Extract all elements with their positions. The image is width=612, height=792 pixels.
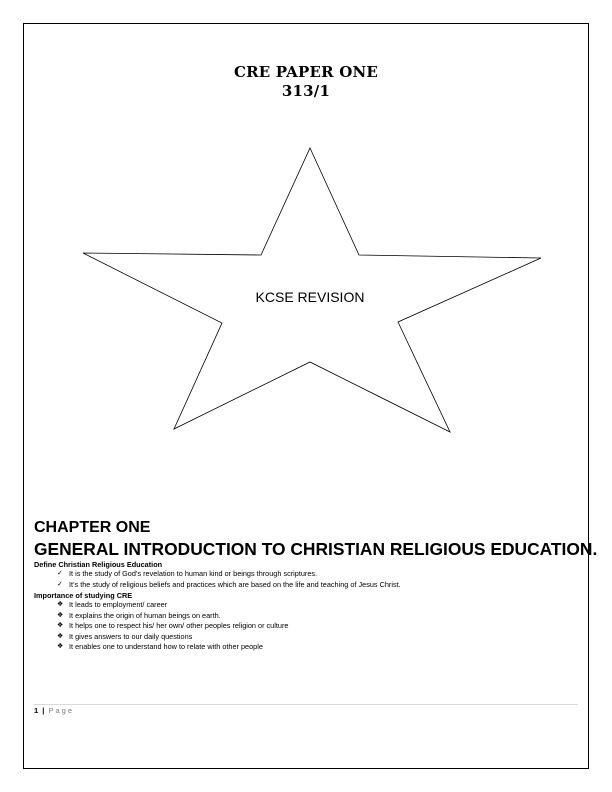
diamond-bullet-icon: ❖ [57, 632, 64, 640]
diamond-bullet-icon: ❖ [57, 643, 64, 651]
footer-separator: | [42, 706, 45, 715]
list-item-text: It explains the origin of human beings on earth. [69, 610, 221, 620]
diamond-bullet-icon: ❖ [57, 601, 64, 608]
title-line-paper: CRE PAPER ONE [233, 63, 379, 81]
chapter-title: GENERAL INTRODUCTION TO CHRISTIAN RELIGIOUS EDUCATION. [34, 539, 598, 559]
list-item [57, 580, 401, 591]
checkmark-icon: ✓ [57, 570, 63, 577]
list-item [57, 600, 288, 611]
define-list [57, 569, 401, 590]
list-item [57, 621, 288, 632]
list-item-text: It helps one to respect his/ her own/ other peoples religion or culture [69, 621, 289, 631]
list-item [57, 632, 288, 643]
page-number: 1 [34, 706, 39, 715]
list-item-text: It is the study of God’s revelation to human kind or beings through scriptures. [69, 569, 318, 578]
list-item [57, 569, 401, 580]
list-item-text: It enables one to understand how to relate with other people [69, 642, 263, 652]
list-item-text: It’s the study of religious beliefs and practices which are based on the life and teaching of Jesus Christ. [69, 579, 401, 589]
footer-divider [34, 704, 578, 705]
list-item-text: It gives answers to our daily questions [69, 631, 193, 641]
list-item [57, 611, 288, 622]
diamond-bullet-icon: ❖ [57, 611, 64, 619]
page-label: Page [48, 706, 74, 715]
importance-heading: Importance of studying CRE [34, 591, 133, 600]
checkmark-icon: ✓ [57, 580, 63, 588]
page-footer [34, 706, 74, 716]
star-label: KCSE REVISION [255, 289, 365, 305]
title-line-code: 313/1 [281, 82, 331, 100]
importance-list [57, 600, 288, 653]
chapter-heading: CHAPTER ONE [34, 519, 151, 536]
list-item-text: It leads to employment/ career [69, 600, 168, 609]
define-heading: Define Christian Religious Education [34, 560, 163, 569]
list-item [57, 642, 288, 653]
diamond-bullet-icon: ❖ [57, 622, 64, 630]
